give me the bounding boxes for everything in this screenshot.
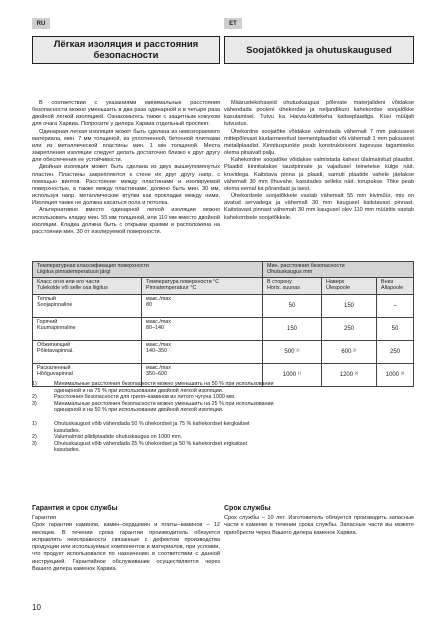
section-title-ru-line2: безопасности: [93, 50, 159, 61]
header-text: Ülespoole: [326, 285, 350, 292]
footnotes-ru: [32, 381, 414, 414]
paragraph: Двойная изоляция может быть сделана из двух вышеупомянутых пластин. Пластины закрепляются к стене их друг другу напр. с помощью винтов. Расстояние между пластинами и изолируемой поверхностью, а также между пластинами, должно быть мин. 30 мм, используя напр. металлические втулки как прокладки между ними. Изоляция также не должна касаться пола и потолка.: [32, 164, 220, 207]
footnote-number: 1): [32, 381, 37, 387]
header-text: Pinnatemperatuur °C: [146, 285, 197, 292]
language-tag-ru: RU: [32, 18, 50, 29]
warranty-section: [32, 515, 220, 573]
cell-class: [33, 294, 142, 317]
cell-temperature: [142, 340, 263, 363]
cell-side: 500 ¹⁾: [263, 340, 322, 363]
footnote-text: одинарной и на 50 % при использовании двойной легкой изоляции.: [54, 407, 224, 414]
cell-side: 150: [263, 317, 322, 340]
paragraph: Määrustekohaseid ohutuskaugusi põlevate materjalideni võidakse vähendada pooleni ühekordse ja neljandikuni kahekordse soojatõkke kasutamisel. Tutvu ka Harvia-küttekeha kaitseplaadiga. Küsi müüjalt tutvustus.: [224, 100, 414, 128]
cell-text: 80–140: [146, 325, 164, 332]
cell-text: Теплый: [37, 295, 56, 302]
header-text: Температура поверхности °C: [146, 278, 220, 285]
cell-temperature: [142, 317, 263, 340]
header-text: Liigitus pinnatemperatuuri järgi: [37, 269, 111, 276]
cell-text: Põletavapinnal.: [37, 348, 74, 355]
cell-side: 1000 ¹⁾: [263, 363, 322, 386]
cell-class: [33, 317, 142, 340]
cell-text: 140–350: [146, 348, 167, 355]
footnote-text: Минимальные расстояния безопасности можно уменьшить на 25 % при использовании: [54, 400, 274, 407]
header-text: Ohutuskaugus mm: [267, 269, 313, 276]
footnote: [32, 381, 414, 388]
header-text: Класс огня или его части: [37, 278, 100, 285]
footnote-text: kasutades.: [54, 447, 81, 454]
footnote-number: 3): [32, 440, 37, 447]
column-header-down: [377, 277, 414, 294]
service-life-heading: Срок службы: [224, 505, 271, 512]
table-header-classification: [33, 262, 263, 278]
cell-down: 50: [377, 317, 414, 340]
column-header-class: [33, 277, 142, 294]
footnote-text: kasutades.: [54, 427, 81, 434]
cell-text: Раскаленный: [37, 364, 71, 371]
section-title-ru: [32, 36, 220, 64]
footnote-text: Ohutuskaugust võib vähendada 25 % ühekordset ja 50 % kahekordset ergkaitset: [54, 440, 247, 447]
paragraph: Ühekordne soojatõke võidakse valmistada vähemalt 7 mm paksusest mittepõlevast kiudarmeeritud tsementplaadist või vähemalt 1 mm paksusest metallplaadist. Kinnituspunkte peab konstruktsiooni tugevuse tagamiseks olema piisavalt palju.: [224, 128, 414, 157]
footnote-number: 2): [32, 394, 37, 401]
cell-down: 250: [377, 340, 414, 363]
paragraph: Kahekordne soojatõke võidakse valmistada kahest ülalmainitud plaadist. Plaadid kinnitatakse taustpinnale ja vajadusel teineteise külge näit. kruvidega. Kaitstava pinna ja plaadi, samuti plaatide vahele jäetakse vähemalt 30 mm õhuvahe, kasutades selleks näit. torupukse. Tõke peab olema eemal ka põrandast ja laest.: [224, 157, 414, 192]
table-row: [33, 340, 414, 363]
section-title-ru-line1: Лёгкая изоляция и расстояния: [53, 39, 199, 50]
paragraph: В соответствии с указаниями минимальные расстояния безопасности можно уменьшить в два раза одинарной и в четыре раза двойной легкой изоляцией. Ознакомьтесь также с защитным кожухом для очага Харвиа. Попросите у дилера Харвиа отдельный проспект.: [32, 100, 220, 128]
cell-text: макс./max: [146, 364, 171, 371]
footnote-number: 3): [32, 400, 37, 407]
footnote-text: Расстояния безопасности для гриля–каминов из литого чугуна 1000 мм.: [54, 394, 236, 401]
cell-text: макс./max: [146, 341, 171, 348]
cell-text: Kuumapinnaline: [37, 325, 76, 332]
cell-down: 1000 ³⁾: [377, 363, 414, 386]
paragraph: Альтернативно вместо одинарной легкой изоляции можно использовать кладку мин. 55 мм толщиной, или 110 мм вместо двойной изоляции. Кладка должна быть с открыми краями и расположена на расстоянии мин. 30 от изолируемой поверхности.: [32, 207, 220, 235]
body-text-ru: [32, 100, 220, 236]
table-subheader-row: [33, 277, 414, 294]
footnote: [32, 421, 414, 428]
section-title-et: Soojatõkked ja ohutuskaugused: [224, 36, 414, 64]
cell-text: 80: [146, 302, 152, 309]
warranty-heading: Гарантия и срок службы: [32, 505, 118, 512]
footnote-number: 2): [32, 434, 37, 441]
service-life-text: Срок службы – 10 лет. Изготовитель обязуется производить запасные части к каменке в течении срока службы. Запасные части вы можете приобрести через Вашего дилера каменок Харвиа.: [224, 515, 414, 536]
footnote-number: 1): [32, 421, 37, 427]
table-header-distance: [263, 262, 414, 278]
footnotes-et: [32, 421, 414, 454]
cell-text: 350–600: [146, 371, 167, 378]
warranty-subheading: Гарантия: [32, 515, 56, 521]
cell-text: Горячий: [37, 318, 58, 325]
language-tag-et: ET: [224, 18, 242, 29]
paragraph: Ühekordsele soojatõkkele vastab vähemalt 55 mm kiviműür, mis on avatud servadega ja vähemalt 30 mm kaugusel kaitstavast pinnast. Kaitstavast pinnast vähemalt 30 mm kaugusel olev 110 mm müüritis vastab kahekordsele soojatõkkele.: [224, 193, 414, 221]
cell-up: 1200 ²⁾: [322, 363, 377, 386]
column-header-temperature: [142, 277, 263, 294]
cell-text: макс./max: [146, 295, 171, 302]
header-text: Allapoole: [381, 285, 404, 292]
footnote-text: Минимальные расстояния безопасности можно уменьшить на 50 % при использовании: [54, 381, 274, 387]
paragraph: Одинарная легкая изоляция может быть сделана из невозгораемого материала, мин. 7 мм толщиной, из уплотненной, бетонной плитками или из металлической пластины мин. 1 мм толщиной. Места закрепления изоляции следует делать достаточно близко к друг другу для обеспечения ее устойчивости.: [32, 128, 220, 164]
table-row: [33, 317, 414, 340]
safety-distance-table: [32, 261, 414, 387]
table-header-row: [33, 262, 414, 278]
header-text: В сторону: [267, 278, 292, 285]
cell-text: Hõõguvapinnal: [37, 371, 73, 378]
header-text: Мин. расстояния безопасности: [267, 263, 345, 269]
cell-down: –: [377, 294, 414, 317]
footnote: [32, 441, 414, 448]
warranty-text: Срок гарантии каминов, камин–сердцевин и плиты–каминов – 12 месяцев. В течении срока гарантии производитель обязуется исправлять неисправности связанные с дефектом производства продукции или используемых компонентов и материалов, при условии, что продукт использовался по назначению в соответствии с данной инструкцией. Гарантийное обслуживание осуществляется через Вашего дилера каменок Харвиа.: [32, 522, 220, 573]
service-life-section: [224, 515, 414, 537]
header-text: Horis. suunas: [267, 285, 300, 292]
footnote-text: Ohutuskaugust võib vähendada 50 % ühekordset ja 75 % kahekordset kergkaitset: [54, 421, 250, 427]
cell-side: 50: [263, 294, 322, 317]
header-text: Вниз: [381, 278, 394, 285]
footnote-text: Valumalmist pliidiplaatide ohutuskaugus on 1000 mm.: [54, 434, 183, 441]
body-text-et: [224, 100, 414, 222]
cell-up: 150: [322, 294, 377, 317]
header-text: Температурная классификация поверхности: [37, 263, 149, 269]
footnote: [32, 394, 414, 401]
column-header-side: [263, 277, 322, 294]
cell-text: Soojapinnaline: [37, 302, 73, 309]
cell-up: 250: [322, 317, 377, 340]
cell-up: 600 ²⁾: [322, 340, 377, 363]
page-number: 10: [32, 603, 41, 612]
column-header-up: [322, 277, 377, 294]
cell-text: Обжигающий: [37, 341, 71, 348]
cell-temperature: [142, 294, 263, 317]
header-text: Наверх: [326, 278, 345, 285]
header-text: Tulekolde või selle osa liigitus: [37, 285, 108, 292]
footnote-text: одинарной и на 75 % при использовании двойной легкой изоляции.: [54, 387, 224, 394]
table-row: [33, 294, 414, 317]
cell-class: [33, 340, 142, 363]
cell-text: макс./max: [146, 318, 171, 325]
footnote: [32, 434, 414, 441]
